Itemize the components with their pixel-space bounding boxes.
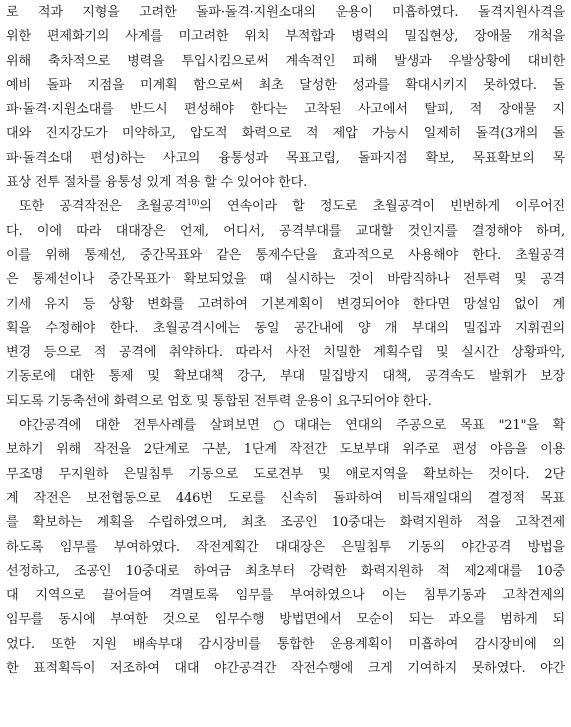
line-text: 획을 수정해야 한다. 초월공격시에는 동일 공간내에 양 개 부대의 밀집과 지휘권의: [6, 320, 565, 336]
text-line: [6, 536, 565, 560]
line-text: 은 통제선이나 중간목표가 확보되었을 때 실시하는 것이 바람직하나 전투력 및 공격: [6, 272, 565, 288]
text-line: [6, 463, 565, 487]
line-text: 었다. 또한 지원 배속부대 감시장비를 통합한 운용계획이 미흡하여 감시장비에 의: [6, 636, 565, 652]
line-text: 보하기 위해 작전을 2단계로 구분, 1단계 작전간 도보부대 위주로 편성 야음을 이용: [6, 442, 565, 458]
line-text: 로 적과 지형을 고려한 돌파·돌격·지원소대의 운용이 미흡하였다. 돌격지원사격을: [6, 5, 565, 20]
line-text: 위한 편제화기의 사계를 미고려한 위치 부적합과 병력의 밀집현상, 장애물 개척을: [6, 29, 565, 45]
line-text: 야간공격에 대한 전투사례를 살펴보면 ○대대는 연대의 주공으로 목표 "21"을 확: [19, 418, 565, 434]
line-text: 이를 위해 통제선, 중간목표와 같은 통제수단을 효과적으로 사용해야 한다. 초월공격: [6, 247, 565, 263]
text-line: [6, 98, 565, 122]
line-text: 파·돌격·지원소대를 반드시 편성해야 한다는 고착된 사고에서 탈피, 적 장애물 지: [6, 102, 565, 118]
text-line: [6, 195, 565, 219]
line-text: 하도록 임무를 부여하였다. 작전계획간 대대장은 은밀침투 기동의 야간공격 방법을: [6, 539, 565, 555]
text-line: [6, 414, 565, 438]
text-line: [6, 657, 565, 681]
line-text: 기세 유지 등 상황 변화를 고려하여 기본계획이 변경되어야 한다면 망설임 없이 계: [6, 296, 565, 312]
text-line: [6, 341, 565, 365]
text-line: [6, 122, 565, 146]
text-line: [6, 220, 565, 244]
line-text: 되도록 기동축선에 화력으로 엄호 및 통합된 전투력 운용이 요구되어야 한다.: [6, 393, 432, 409]
text-line: [6, 293, 565, 317]
line-text: 대와 진지강도가 미약하고, 압도적 화력으로 적 제압 가능시 일제히 돌격(3개의 돌: [6, 126, 565, 142]
text-line: [6, 317, 565, 341]
line-text: 기동로에 대한 통제 및 확보대책 강구, 부대 밀집방지 대책, 공격속도 발휘가 보장: [6, 369, 565, 385]
text-line: [6, 633, 565, 657]
line-text-continued: 의 연속이라 할 정도로 초월공격이 빈번하게 이루어진: [199, 199, 565, 215]
text-line: [6, 268, 565, 292]
line-text: 를 확보하는 계획을 수립하였으며, 최초 조공인 10중대는 화력지원하 적을 고착견제: [6, 515, 565, 531]
line-text: 선정하고, 조공인 10중대로 하여금 최초부터 강력한 화력지원하 적 제2제대를 10중: [6, 563, 565, 579]
text-line: [6, 50, 565, 74]
line-text: 위해 축차적으로 병력을 투입시킴으로써 계속적인 피해 발생과 우발상황에 대비한: [6, 53, 565, 69]
line-text: 다. 이에 따라 대대장은 언제, 어디서, 공격부대를 교대할 것인지를 결정해야 하며,: [6, 223, 565, 239]
line-text: 변경 등으로 적 공격에 취약하다. 따라서 사전 치밀한 계획수립 및 실시간 상황파악,: [6, 345, 565, 361]
text-line: [6, 365, 565, 389]
footnote-marker: 10): [186, 198, 200, 208]
text-line: [6, 560, 565, 584]
line-text: 파·돌격소대 편성)하는 사고의 융통성과 목표고립, 돌파지점 확보, 목표확보의 목: [6, 150, 565, 166]
line-text: 계 작전은 보전협동으로 446번 도로를 신속히 돌파하여 비득재일대의 결정적 목표: [6, 490, 565, 506]
line-text: 예비 돌파 지점을 미계획 함으로써 최초 달성한 성과를 확대시키지 못하였다. 돌: [6, 77, 565, 93]
line-text: 표상 전투 절차를 융통성 있게 적용 할 수 있어야 한다.: [6, 175, 308, 191]
text-line: [6, 390, 565, 414]
text-line: [6, 74, 565, 98]
text-line: [6, 608, 565, 632]
text-line: [6, 1, 565, 25]
text-line: [6, 147, 565, 171]
text-line: [6, 244, 565, 268]
text-line: [6, 171, 565, 195]
line-text: 임무를 동시에 부여한 것으로 임무수행 방법면에서 모순이 되는 과오를 범하게 되: [6, 612, 565, 628]
line-text: 무조명 무지원하 은밀침투 기동으로 도로견부 및 애로지역을 확보하는 것이다. 2단: [6, 466, 565, 482]
line-text: 또한 공격작전은 초월공격: [19, 199, 187, 215]
text-line: [6, 487, 565, 511]
line-text: 대 지역으로 끌어들여 격멸토록 임무를 부여하였으나 이는 침투기동과 고착견제의: [6, 588, 565, 604]
text-line: [6, 584, 565, 608]
text-line: [6, 438, 565, 462]
text-line: [6, 25, 565, 49]
line-text: 한 표적획득이 저조하여 대대 야간공격간 작전수행에 크게 기여하지 못하였다. 야간: [6, 661, 565, 677]
text-line: [6, 511, 565, 535]
